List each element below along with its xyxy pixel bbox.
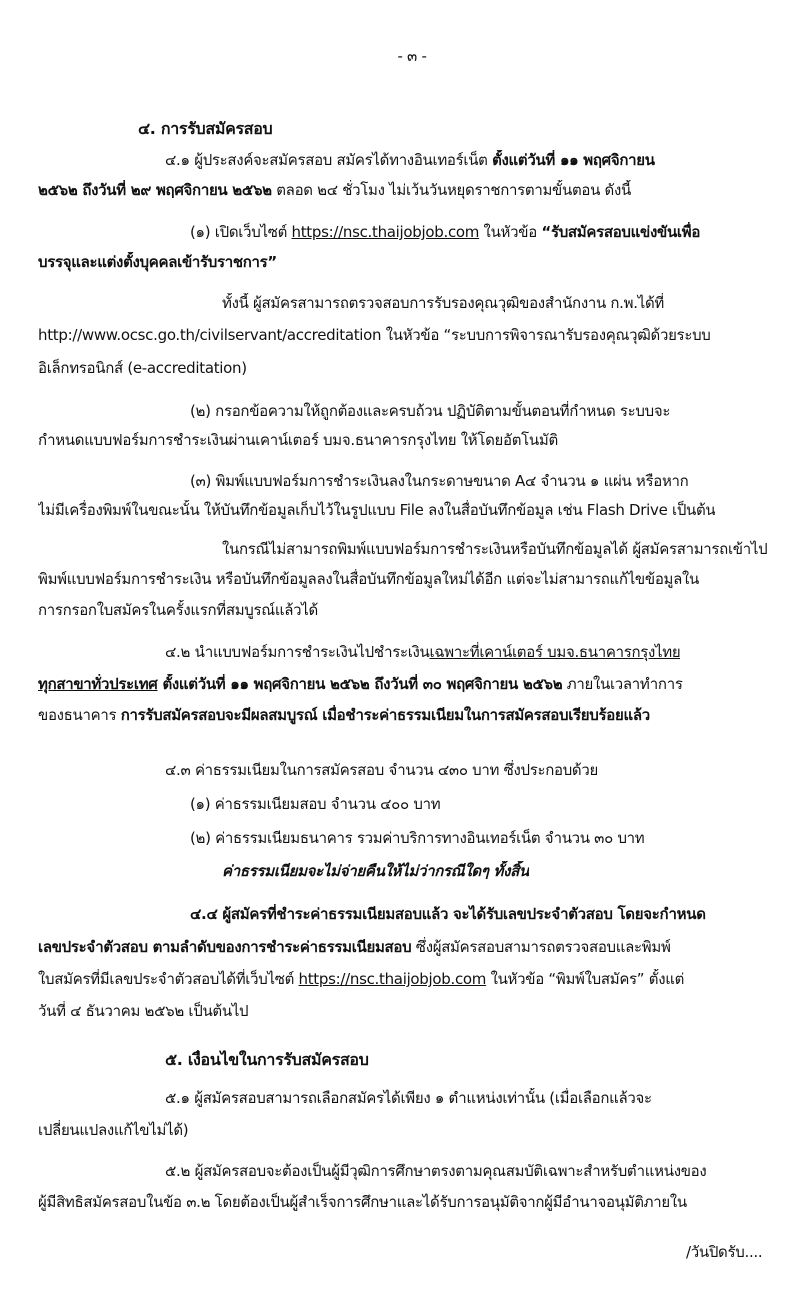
para-4-4-line-3	[38, 969, 684, 989]
accreditation-line-1: ทั้งนี้ ผู้สมัครสามารถตรวจสอบการรับรองคุณวุฒิของสำนักงาน ก.พ.ได้ที่	[222, 294, 664, 312]
para-4-2-line-3	[38, 705, 650, 725]
para-4-2-bank: ของธนาคาร	[38, 706, 121, 724]
section-5-heading: ๕. เงื่อนไขในการรับสมัครสอบ	[165, 1050, 369, 1069]
page-number: - ๓ -	[397, 47, 427, 65]
para-5-2-line-1: ๕.๒ ผู้สมัครสอบจะต้องเป็นผู้มีวุฒิการศึกษาตรงตามคุณสมบัติเฉพาะสำหรับตำแหน่งของ	[165, 1162, 707, 1180]
para-4-1-date-start: ตั้งแต่วันที่ ๑๑ พฤศจิกายน	[492, 151, 655, 169]
para-4-2-line-2	[38, 674, 683, 694]
para-4-4-line-1: ๔.๔ ผู้สมัครที่ชำระค่าธรรมเนียมสอบแล้ว จะได้รับเลขประจำตัวสอบ โดยจะกำหนด	[190, 905, 706, 923]
case-line-2: พิมพ์แบบฟอร์มการชำระเงิน หรือบันทึกข้อมูลลงในสื่อบันทึกข้อมูลใหม่ได้อีก แต่จะไม่สามารถแก้ไขข้อมูลใน	[38, 570, 700, 588]
step-2-line-2: กำหนดแบบฟอร์มการชำระเงินผ่านเคาน์เตอร์ บมจ.ธนาคารกรุงไทย ให้โดยอัตโนมัติ	[38, 431, 558, 449]
step-3-line-2: ไม่มีเครื่องพิมพ์ในขณะนั้น ให้บันทึกข้อมูลเก็บไว้ในรูปแบบ File ลงในสื่อบันทึกข้อมูล เช่น Flash Drive เป็นต้น	[38, 501, 716, 519]
para-4-2-hours: ภายในเวลาทำการ	[562, 675, 683, 693]
para-4-2-line-1	[165, 642, 680, 662]
step-1-prefix: (๑) เปิดเว็บไซต์	[190, 223, 292, 241]
para-4-2-branches: ทุกสาขาทั่วประเทศ	[38, 675, 158, 693]
accreditation-line-2: http://www.ocsc.go.th/civilservant/accreditation ในหัวข้อ “ระบบการพิจารณารับรองคุณวุฒิด้วยระบบ	[38, 326, 711, 344]
para-5-1-line-2: เปลี่ยนแปลงแก้ไขไม่ได้)	[38, 1121, 189, 1139]
para-4-2-dates: ตั้งแต่วันที่ ๑๑ พฤศจิกายน ๒๕๖๒ ถึงวันที่ ๓๐ พฤศจิกายน ๒๕๖๒	[157, 675, 563, 693]
case-line-1: ในกรณีไม่สามารถพิมพ์แบบฟอร์มการชำระเงินหรือบันทึกข้อมูลได้ ผู้สมัครสามารถเข้าไป	[222, 540, 768, 558]
para-4-4-exam-number: เลขประจำตัวสอบ ตามลำดับของการชำระค่าธรรมเนียมสอบ	[38, 938, 412, 956]
nsc-website-link-2[interactable]: https://nsc.thaijobjob.com	[298, 970, 487, 988]
para-4-4-line-2	[38, 937, 671, 957]
step-1-topic: “รับสมัครสอบแข่งขันเพื่อ	[541, 223, 701, 241]
step-1-middle: ในหัวข้อ	[479, 223, 542, 241]
step-1-line-2: บรรจุและแต่งตั้งบุคคลเข้ารับราชการ”	[38, 253, 277, 271]
para-4-3-fee-1: (๑) ค่าธรรมเนียมสอบ จำนวน ๔๐๐ บาท	[190, 795, 441, 813]
para-4-1-text-2: ตลอด ๒๔ ชั่วโมง ไม่เว้นวันหยุดราชการตามขั้นตอน ดังนี้	[271, 181, 631, 199]
para-4-4-text: ซึ่งผู้สมัครสอบสามารถตรวจสอบและพิมพ์	[411, 938, 671, 956]
para-4-3-no-refund: ค่าธรรมเนียมจะไม่จ่ายคืนให้ไม่ว่ากรณีใดๆ ทั้งสิ้น	[222, 862, 529, 880]
para-4-3-fee-2: (๒) ค่าธรรมเนียมธนาคาร รวมค่าบริการทางอินเทอร์เน็ต จำนวน ๓๐ บาท	[190, 829, 645, 847]
para-4-1-line-2	[38, 180, 631, 200]
step-2-line-1: (๒) กรอกข้อความให้ถูกต้องและครบถ้วน ปฏิบัติตามขั้นตอนที่กำหนด ระบบจะ	[190, 402, 671, 420]
para-4-4-text-2: ใบสมัครที่มีเลขประจำตัวสอบได้ที่เว็บไซต์	[38, 970, 299, 988]
step-3-line-1: (๓) พิมพ์แบบฟอร์มการชำระเงินลงในกระดาษขนาด A๔ จำนวน ๑ แผ่น หรือหาก	[190, 472, 689, 490]
para-4-2-counter: เฉพาะที่เคาน์เตอร์ บมจ.ธนาคารกรุงไทย	[429, 643, 681, 661]
para-5-1-line-1: ๕.๑ ผู้สมัครสอบสามารถเลือกสมัครได้เพียง ๑ ตำแหน่งเท่านั้น (เมื่อเลือกแล้วจะ	[165, 1089, 652, 1107]
para-4-2-text: ๔.๒ นำแบบฟอร์มการชำระเงินไปชำระเงิน	[165, 643, 430, 661]
case-line-3: การกรอกใบสมัครในครั้งแรกที่สมบูรณ์แล้วได้	[38, 601, 318, 619]
para-4-3-line-1: ๔.๓ ค่าธรรมเนียมในการสมัครสอบ จำนวน ๔๓๐ บาท ซึ่งประกอบด้วย	[165, 761, 598, 779]
para-4-1-line-1	[165, 150, 655, 170]
continuation-marker: /วันปิดรับ....	[686, 1243, 763, 1261]
para-4-1-date-end: ๒๕๖๒ ถึงวันที่ ๒๙ พฤศจิกายน ๒๕๖๒	[38, 181, 272, 199]
para-5-2-line-2: ผู้มีสิทธิสมัครสอบในข้อ ๓.๒ โดยต้องเป็นผู้สำเร็จการศึกษาและได้รับการอนุมัติจากผู้มีอำนาจอนุมัติภายใน	[38, 1193, 687, 1211]
para-4-1-text: ๔.๑ ผู้ประสงค์จะสมัครสอบ สมัครได้ทางอินเทอร์เน็ต	[165, 151, 493, 169]
para-4-2-complete: การรับสมัครสอบจะมีผลสมบูรณ์ เมื่อชำระค่าธรรมเนียมในการสมัครสอบเรียบร้อยแล้ว	[120, 706, 650, 724]
para-4-4-text-3: ในหัวข้อ “พิมพ์ใบสมัคร” ตั้งแต่	[486, 970, 685, 988]
accreditation-line-3: อิเล็กทรอนิกส์ (e-accreditation)	[38, 359, 247, 377]
para-4-4-line-4: วันที่ ๔ ธันวาคม ๒๕๖๒ เป็นต้นไป	[38, 1002, 249, 1020]
nsc-website-link[interactable]: https://nsc.thaijobjob.com	[291, 223, 480, 241]
section-4-heading: ๔. การรับสมัครสอบ	[138, 119, 273, 138]
step-1-line-1	[190, 222, 700, 242]
